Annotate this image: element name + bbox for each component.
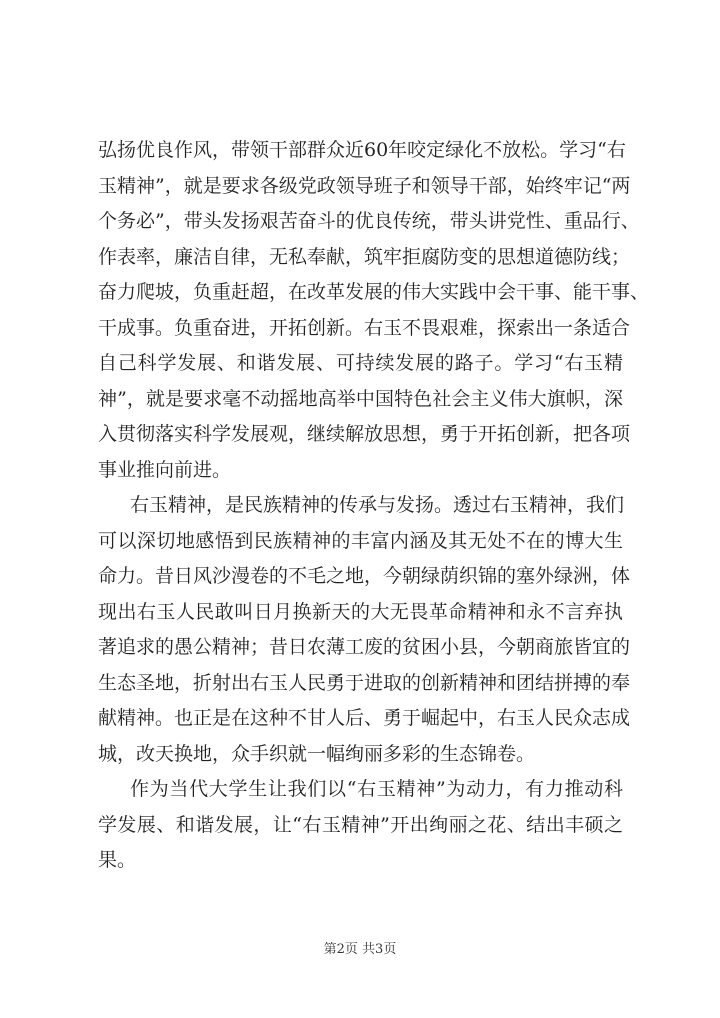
text-line: 著追求的愚公精神；昔日农薄工废的贫困小县，今朝商旅皆宜的 (98, 636, 631, 658)
text-line: 入贯彻落实科学发展观，继续解放思想，勇于开拓创新，把各项 (98, 423, 631, 445)
page-number-footer: 第2页 共3页 (323, 942, 397, 957)
text-line: 个务必”，带头发扬艰苦奋斗的优良传统，带头讲党性、重品行、 (98, 210, 640, 232)
text-line: 玉精神”，就是要求各级党政领导班子和领导干部，始终牢记“两 (98, 174, 631, 197)
text-line: 命力。昔日风沙漫卷的不毛之地，今朝绿荫织锦的塞外绿洲，体 (98, 565, 631, 587)
text-line: 学发展、和谐发展，让“右玉精神”开出绚丽之花、结出丰硕之 (98, 813, 623, 836)
text-line: 右玉精神，是民族精神的传承与发扬。透过右玉精神，我们 (130, 494, 625, 516)
text-line: 现出右玉人民敢叫日月换新天的大无畏革命精神和永不言弃执 (98, 600, 623, 623)
text-line: 奋力爬坡，负重赶超，在改革发展的伟大实践中会干事、能干事、 (98, 281, 650, 303)
text-line: 作为当代大学生让我们以“右玉精神”为动力，有力推动科 (130, 778, 623, 800)
text-line: 自己科学发展、和谐发展、可持续发展的路子。学习“右玉精 (98, 352, 623, 374)
text-line: 献精神。也正是在这种不甘人后、勇于崛起中，右玉人民众志成 (98, 707, 631, 729)
text-line: 神”，就是要求毫不动摇地高举中国特色社会主义伟大旗帜，深 (98, 387, 623, 410)
text-line: 可以深切地感悟到民族精神的丰富内涵及其无处不在的博大生 (98, 529, 623, 552)
paragraph (98, 133, 650, 488)
paragraph (98, 772, 623, 879)
text-line: 干成事。负重奋进，开拓创新。右玉不畏艰难，探索出一条适合 (98, 316, 631, 339)
text-line: 果。 (98, 849, 137, 871)
text-line: 城，改天换地，众手织就一幅绚丽多彩的生态锦卷。 (98, 742, 536, 765)
text-line: 弘扬优良作风，带领干部群众近60年咬定绿化不放松。学习“右 (98, 139, 626, 161)
text-line: 生态圣地，折射出右玉人民勇于进取的创新精神和团结拼搏的奉 (98, 671, 631, 694)
text-line: 事业推向前进。 (98, 458, 232, 481)
document-body (98, 133, 650, 879)
paragraph (98, 488, 631, 772)
text-line: 作表率，廉洁自律，无私奉献，筑牢拒腐防变的思想道德防线； (98, 245, 631, 268)
